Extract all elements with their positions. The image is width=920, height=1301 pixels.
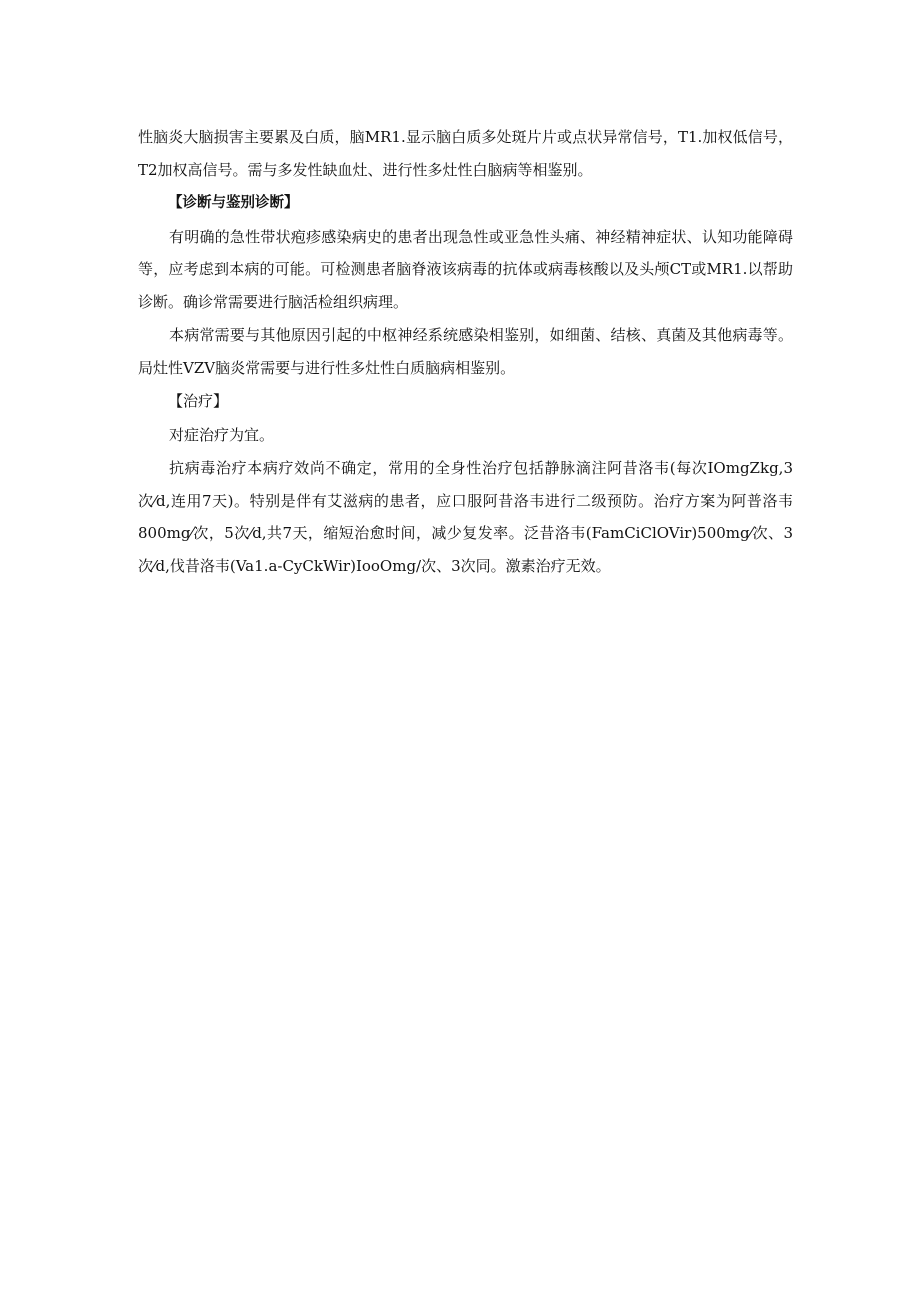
- paragraph-antiviral: 抗病毒治疗本病疗效尚不确定，常用的全身性治疗包括静脉滴注阿昔洛韦(每次IOmgZkg,3次⁄d,连用7天)。特别是伴有艾滋病的患者，应口服阿昔洛韦进行二级预防。治疗方案为阿普洛韦800mg⁄次，5次⁄d,共7天，缩短治愈时间，减少复发率。泛昔洛韦(FamCiClOVir)500mg⁄次、3次⁄d,伐昔洛韦(Va1.a-CyCkWir)IooOmg/次、3次同。激素治疗无效。: [138, 459, 793, 575]
- section-heading-treatment: 【治疗】: [168, 392, 229, 410]
- paragraph-diagnosis: 有明确的急性带状疱疹感染病史的患者出现急性或亚急性头痛、神经精神症状、认知功能障碍等，应考虑到本病的可能。可检测患者脑脊液该病毒的抗体或病毒核酸以及头颅CT或MR1.以帮助诊断。确诊常需要进行脑活检组织病理。: [138, 227, 793, 311]
- paragraph-differential: 本病常需要与其他原因引起的中枢神经系统感染相鉴别，如细菌、结核、真菌及其他病毒等。局灶性VZV脑炎常需要与进行性多灶性白质脑病相鉴别。: [138, 326, 793, 377]
- paragraph-imaging: 性脑炎大脑损害主要累及白质，脑MR1.显示脑白质多处斑片片或点状异常信号，T1.加权低信号，T2加权高信号。需与多发性缺血灶、进行性多灶性白脑病等相鉴别。: [138, 128, 793, 179]
- paragraph-symptomatic: 对症治疗为宜。: [169, 425, 275, 444]
- section-heading-diagnosis: 【诊断与鉴别诊断】: [168, 195, 299, 211]
- document-body: [138, 121, 793, 583]
